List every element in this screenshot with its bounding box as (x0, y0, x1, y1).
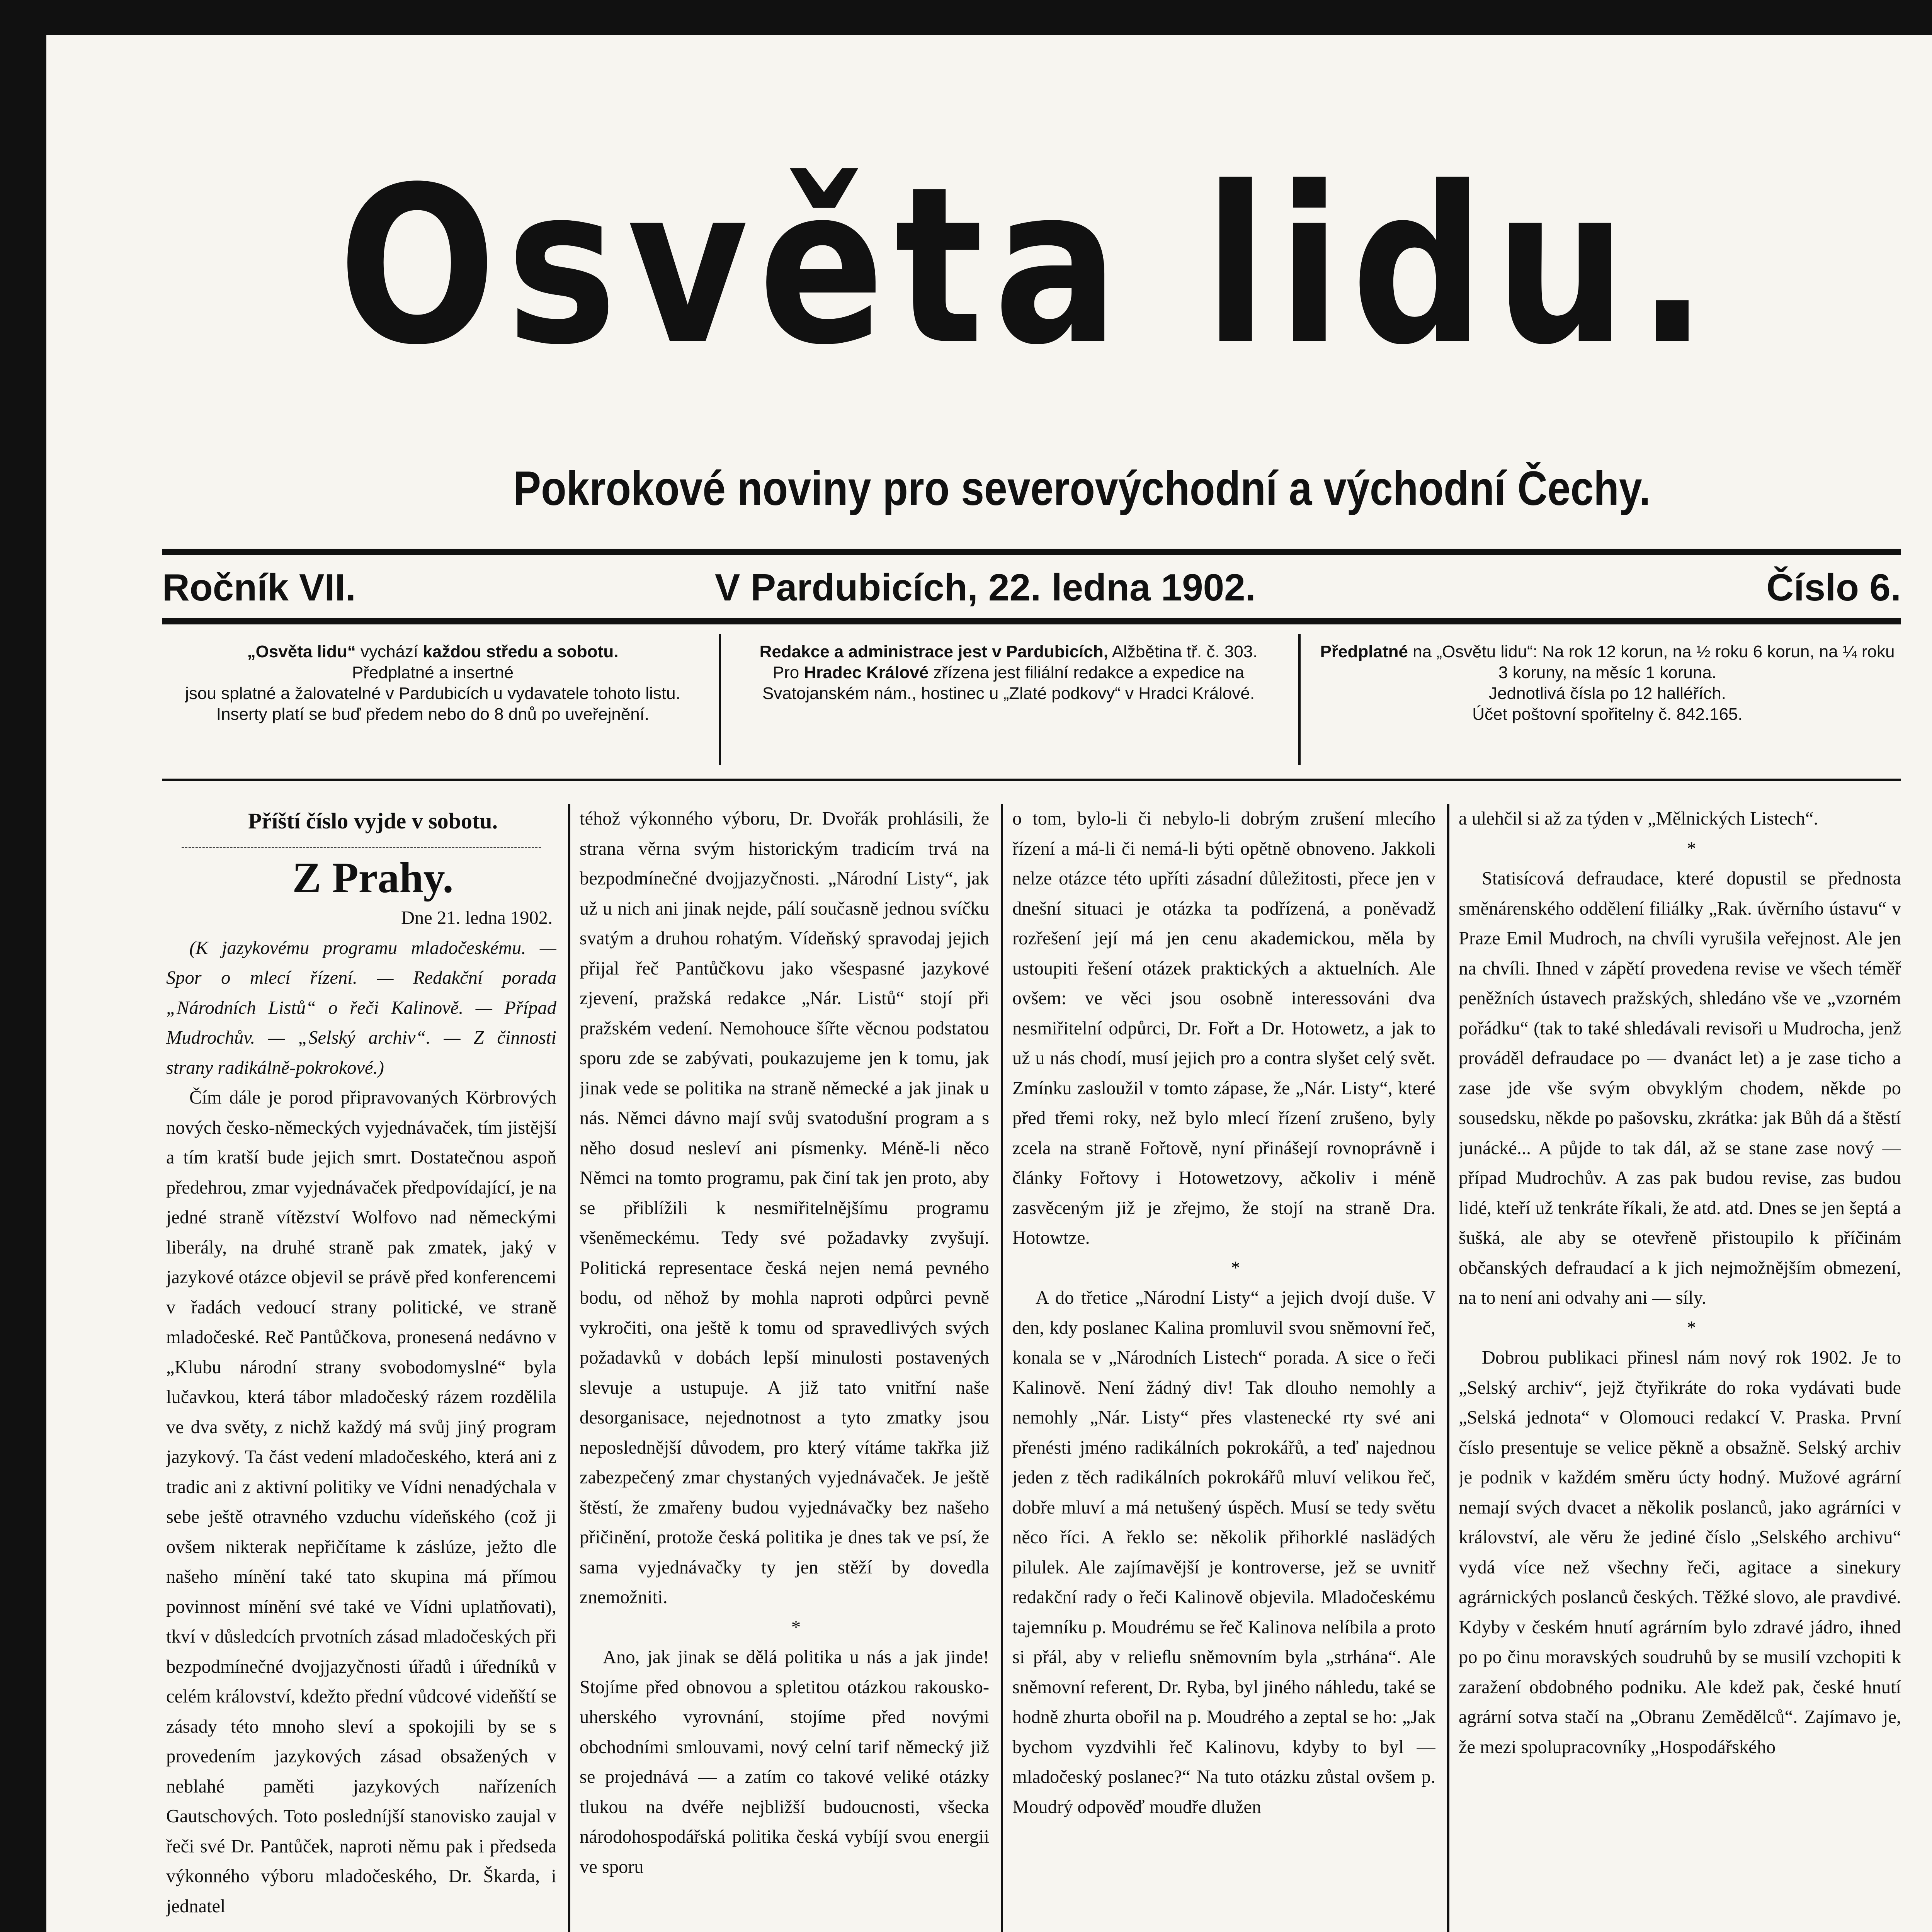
info-box-subscription (1314, 641, 1901, 773)
issue-number: Číslo 6. (1766, 566, 1901, 609)
info-text: Předplatné (1320, 642, 1408, 661)
scan-border-left (0, 0, 46, 1932)
divider (162, 779, 1901, 781)
info-text: Pro (772, 663, 804, 682)
article-column-1 (166, 804, 556, 1932)
article-date: Dne 21. ledna 1902. (401, 908, 553, 928)
info-text: Předplatné a insertné (352, 663, 514, 682)
masthead-subtitle: Pokrokové noviny pro severovýchodní a východní Čechy. (513, 462, 1651, 515)
section-star: * (791, 1617, 801, 1638)
next-issue-notice: Příští číslo vyjde v sobotu. (248, 808, 498, 833)
info-text: na „Osvětu lidu“: Na rok 12 korun, na ½ roku 6 korun, na ¼ roku 3 koruny, na měsíc 1 koruna. (1408, 642, 1895, 682)
info-text: jsou splatné a žalovatelné v Pardubicích u vydavatele tohoto listu. Inserty platí se buď předem nebo do 8 dnů po uveřejnění. (185, 684, 680, 724)
article-column-4 (1459, 804, 1901, 1932)
article-paragraph: Čím dále je porod připravovaných Körbrových nových česko-německých vyjednávaček, tím jistější a tím kratší bude jejich smrt. Dostatečnou aspoň předehrou, zmar vyjednávaček předpovídající, je na jedné straně vítězství Wolfovo nad německými liberály, na druhé straně pak zmatek, jaký v jazykové otázce objevil se právě před konferencemi v řadách vedoucí strany politické, ve straně mladočeské. Reč Pantůčkova, pronesená nedávno v „Klubu národní strany svobodomyslné“ byla lučavkou, která tábor mladočeský rázem rozdělila ve dva světy, z nichž každý má svůj jiný program jazykový. Ta část vedení mladočeského, která ani z tradic ani z aktivní politiky ve Vídni nenadýchala v sebe ještě otravného vzduchu vídeňského (což ji ovšem nikterak nepřičítame k záslúze, ježto dle našeho mínění také tato skupina má přímou povinnost mínění své také ve Vídni uplatňovati), tkví v důsledcích prvotních zásad mladočeských při bezpodmínečné dvojjazyčnosti úřadů i úředníků v celém království, kdežto přední vůdcové videňští se zásady této mnoho sleví a spokojili by se s provedením jazykových zásad obsažených v neblahé paměti jazykových nařízeních Gautschových. Toto posledníjší stanovisko zaujal v řeči své Dr. Pantůček, naproti němu pak i předseda výkonného výboru mladočeského, Dr. Škarda, i jednatel (166, 1087, 556, 1917)
info-box-editorial (734, 641, 1283, 773)
article-paragraph: Ano, jak jinak se dělá politika u nás a jak jinde! Stojíme před obnovou a spletitou otázkou rakousko-uherského vyrovnání, stojíme před novými obchodními smlouvami, nový celní tarif německý již se projednává — a zatím co takové veliké otázky tlukou na dvéře nejbližší budoucnosti, všecka národohospodářská politika česká vybíjí svou energii ve sporu (580, 1647, 989, 1877)
section-star: * (1231, 1257, 1240, 1278)
info-text: zřízena jest filiální redakce a expedice na Svatojanském nám., hostinec u „Zlaté podkovy“ v Hradci Králové. (762, 663, 1255, 703)
article-paragraph: a ulehčil si až za týden v „Mělnických Listech“. (1459, 808, 1818, 829)
article-column-3 (1012, 804, 1435, 1932)
article-headline: Z Prahy. (292, 854, 454, 902)
place-date: V Pardubicích, 22. ledna 1902. (715, 566, 1256, 609)
article-column-2 (580, 804, 989, 1932)
masthead-title: Osvěta lidu. (338, 141, 1718, 393)
info-text: Alžbětina tř. č. 303. (1108, 642, 1258, 661)
info-text: „Osvěta lidu“ (247, 642, 356, 661)
article-paragraph: Dobrou publikaci přinesl nám nový rok 1902. Je to „Selský archiv“, jejž čtyřikráte do roka vydávati bude „Selská jednota“ v Olomouci redakcí V. Praska. První číslo presentuje se velice pěkně a obsažně. Selský archiv je podnik v každém směru úcty hodný. Mužové agrární nemají svých dvacet a několik poslanců, jako agrárníci v království, ale věru že jediné číslo „Selského archivu“ vydá více než všechny řeči, agitace a sinekury agrárnických poslanců českých. Těžké slovo, ale pravdivé. Kdyby v českém hnutí agrárním bylo zdravé jádro, ihned po po činu moravských soudruhů by se musilí vzchopiti k zaražení obdobného podniku. Ale kdež pak, české hnutí agrární sotva stačí na „Obranu Zemědělců“. Zajímavo je, že mezi spolupracovníky „Hospodářského (1459, 1347, 1901, 1757)
info-text: každou středu a sobotu. (423, 642, 619, 661)
article-summary: (K jazykovému programu mladočeskému. — Spor o mlecí řízení. — Redakční porada „Národních Listů“ o řeči Kalinově. — Případ Mudrochův. — „Selský archiv“. — Z činnosti strany radikálně-pokrokové.) (166, 937, 556, 1078)
column-divider (568, 804, 570, 1932)
dateline (162, 562, 1901, 612)
divider (719, 634, 721, 765)
article-paragraph: A do třetice „Národní Listy“ a jejich dvojí duše. V den, kdy poslanec Kalina promluvil svou sněmovní řeč, konala se v „Národních Listech“ porada. A sice o řeči Kalinově. Není žádný div! Tak dlouho nemohly a nemohly „Nár. Listy“ přes vlastenecké rty své ani přenésti jméno radikálních pokrokářů, a teď najednou jeden z těch radikálních pokrokářů mluví velikou řeč, dobře mluví a má netušený úspěch. Musí se tedy světu něco říci. A řeklo se: několik přihorklé naslädých pilulek. Ale zajímavější je kontroverse, jež se uvnitř redakční rady o řeči Kalinově objevila. Mladočeskému tajemníku p. Moudrému se řeč Kalinova nelíbila a proto si přál, aby v relieﬂu sněmovním byla „strhána“. Ale sněmovní referent, Dr. Ryba, byl jiného náhledu, také se hodně zhurta obořil na p. Moudrého a zeptal se ho: „Jak bychom vyzdvihli řeč Kalinovu, kdyby to byl — mladočeský poslanec?“ Na tuto otázku zůstal ovšem p. Moudrý odpověď moudře dlužen (1012, 1287, 1435, 1817)
divider (162, 618, 1901, 624)
info-text: vychází (355, 642, 423, 661)
info-text: Účet poštovní spořitelny č. 842.165. (1472, 705, 1743, 724)
info-text: Jednotlivá čísla po 12 halléřích. (1489, 684, 1726, 703)
divider (162, 549, 1901, 555)
article-paragraph: téhož výkonného výboru, Dr. Dvořák prohlásili, že strana věrna svým historickým tradicím trvá na bezpodmínečné dvojjazyčnosti. „Národní Listy“, jak už u nich ani jinak nejde, pálí současně jednou svíčku svatým a druhou rohatým. Vídeňský spravodaj jejich přijal řeč Pantůčkovu jako všespasné jazykové zjevení, pražská redakce „Nár. Listů“ stojí při pražském vedení. Nemohouce šířte věcnou podstatou sporu zde se zabývati, poukazujeme jen k tomu, jak jinak vede se politika na straně německé a jak jinak u nás. Němci dávno mají svůj svatodušní program a s něho dosud nesleví ani písmenky. Méně-li něco Němci na tomto programu, pak činí tak jen proto, aby se přiblížili k nesmiřitelnějšímu programu všeněmeckému. Tedy své požadavky zvyšují. Politická representace česká nejen nemá pevného bodu, od něhož by mohla naproti odpůrci pevně vykročiti, ona ještě k tomu od spravedlivých svých požadavků v dobách lepší minulosti postavených slevuje a ustupuje. A již tato vnitřní naše desorganisace, nejednotnost a tyto zmatky jsou neposlednější důvodem, pro který vítáme takřka již zabezpečený zmar chystaných vyjednávaček. Je ještě štěstí, že zmařeny budou vyjednávačky bez našeho přičinění, protože česká politika je dnes tak ve psí, že sama vyjednávačky ty jen stěží by dovedla znemožniti. (580, 808, 989, 1607)
column-divider (1001, 804, 1003, 1932)
divider (182, 847, 541, 848)
article-paragraph: Statisícová defraudace, které dopustil se přednosta směnárenského oddělení filiálky „Rak. úvěrního ústavu“ v Praze Emil Mudroch, na chvíli vyrušila veřejnost. Ale jen na chvíli. Ihned v zápětí provedena revise ve všech téměř peněžních ústavech pražských, shledáno vše ve „vzorném pořádku“ (tak to také shledávali revisoři u Mudrocha, jenž prováděl defraudace po — dvanáct let) a je zase ticho a zase jde vše svým obvyklým chodem, někde po sousedsku, někde po pašovsku, zkrátka: jak Bůh dá a štěstí junácké... A půjde to tak dál, až se stane zase nový — případ Mudrochův. A zas pak budou revise, zas budou lidé, kteří už tenkráte říkali, že atd. atd. Dnes se jen šeptá a šušká, ale aby se otevřeně přistoupilo k příčinám občanských defraudací a k jich nejmožnějším obmezení, na to není ani odvahy ani — síly. (1459, 868, 1901, 1308)
section-star: * (1687, 1317, 1696, 1338)
scan-border-top (0, 0, 1932, 35)
section-star: * (1687, 838, 1696, 859)
info-text: Hradec Králové (804, 663, 929, 682)
column-divider (1447, 804, 1449, 1932)
info-box-publication (162, 641, 703, 773)
info-text: Redakce a administrace jest v Pardubicích, (759, 642, 1108, 661)
article-paragraph: o tom, bylo-li či nebylo-li dobrým zrušení mlecího řízení a má-li či nemá-li býti opětně obnoveno. Jakkoli nelze otázce této upříti zásadní důležitosti, přece jen v dnešní situaci je otázka ta podřízená, a poněvadž rozřešení její má jen cenu akademickou, měla by ustoupiti řešení otázek praktických a aktuelních. Ale ovšem: ve věci jsou osobně interessováni dva nesmiřitelní odpůrci, Dr. Fořt a Dr. Hotowetz, a jak to už u nás chodí, musí jejich pro a contra slyšet celý svět. Zmínku zasloužil v tomto zápase, že „Nár. Listy“, které před třemi roky, než bylo mlecí řízení zrušeno, byly zcela na straně Fořtově, nyní přinášejí rovnoprávně i články Fořtovy i Hotowetzovy, ačkoliv i méně zasvěceným již je zřejmo, že stojí na straně Dra. Hotowtze. (1012, 808, 1435, 1248)
volume-label: Ročník VII. (162, 566, 356, 609)
divider (1298, 634, 1301, 765)
